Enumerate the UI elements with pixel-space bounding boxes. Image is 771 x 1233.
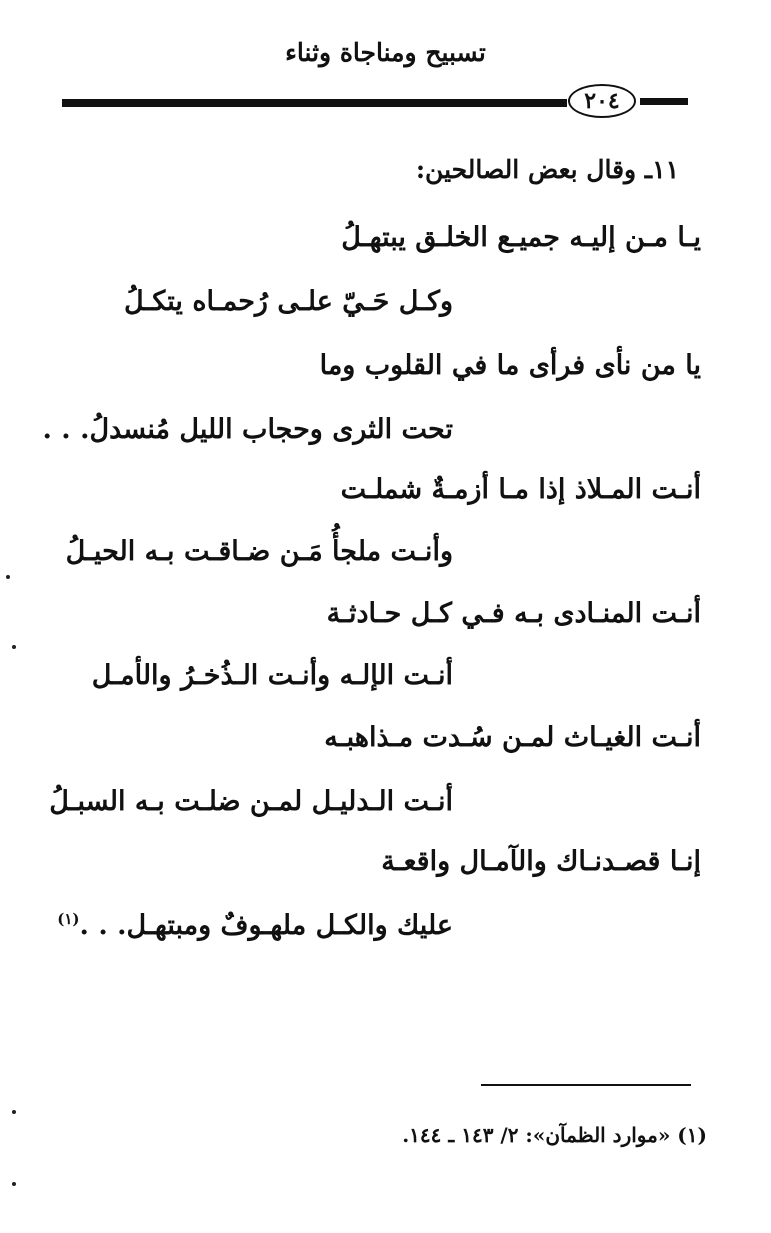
section-heading: ١١ـ وقال بعض الصالحين: — [415, 155, 679, 184]
poem-line-1: يـا مـن إليـه جميـع الخلـق يبتهـلُ — [341, 222, 701, 253]
scan-speck — [12, 645, 16, 649]
page-number: ٢٠٤ — [568, 84, 636, 118]
page-title: تسبيح ومناجاة وثناء — [285, 38, 486, 67]
poem-line-7: أنـت المنـادى بـه فـي كـل حـادثـة — [326, 598, 701, 629]
footnote-text: (١) «موارد الظمآن»: ٢/ ١٤٣ ـ ١٤٤. — [402, 1123, 707, 1147]
poem-line-5: أنـت المـلاذ إذا مـا أزمـةٌ شملـت — [340, 474, 701, 505]
poem-line-6: وأنـت ملجأُ مَـن ضـاقـت بـه الحيـلُ — [65, 536, 453, 567]
poem-line-12-text: عليك والكـل ملهـوفٌ ومبتهـل. . . — [79, 910, 453, 941]
poem-line-10: أنـت الـدليـل لمـن ضلـت بـه السبـلُ — [49, 786, 453, 817]
scan-speck — [12, 1110, 16, 1114]
poem-line-3: يا من نأى فرأى ما في القلوب وما — [319, 350, 701, 381]
scan-speck — [12, 1182, 16, 1186]
scan-speck — [6, 575, 10, 579]
poem-line-4: تحت الثرى وحجاب الليل مُنسدلُ. . . — [42, 414, 453, 445]
header-rule-right — [640, 98, 688, 105]
poem-line-8: أنـت الإلـه وأنـت الـذُخـرُ والأمـل — [91, 660, 453, 691]
footnote-separator — [481, 1084, 691, 1086]
poem-line-9: أنـت الغيـاث لمـن سُـدت مـذاهبـه — [324, 722, 701, 753]
poem-line-12 — [57, 910, 453, 941]
poem-line-2: وكـل حَـيّ علـى رُحمـاه يتكـلُ — [124, 286, 453, 317]
header-rule-left — [62, 99, 567, 107]
footnote-reference: (١) — [57, 910, 80, 928]
poem-line-11: إنـا قصـدنـاك والآمـال واقعـة — [381, 846, 701, 877]
